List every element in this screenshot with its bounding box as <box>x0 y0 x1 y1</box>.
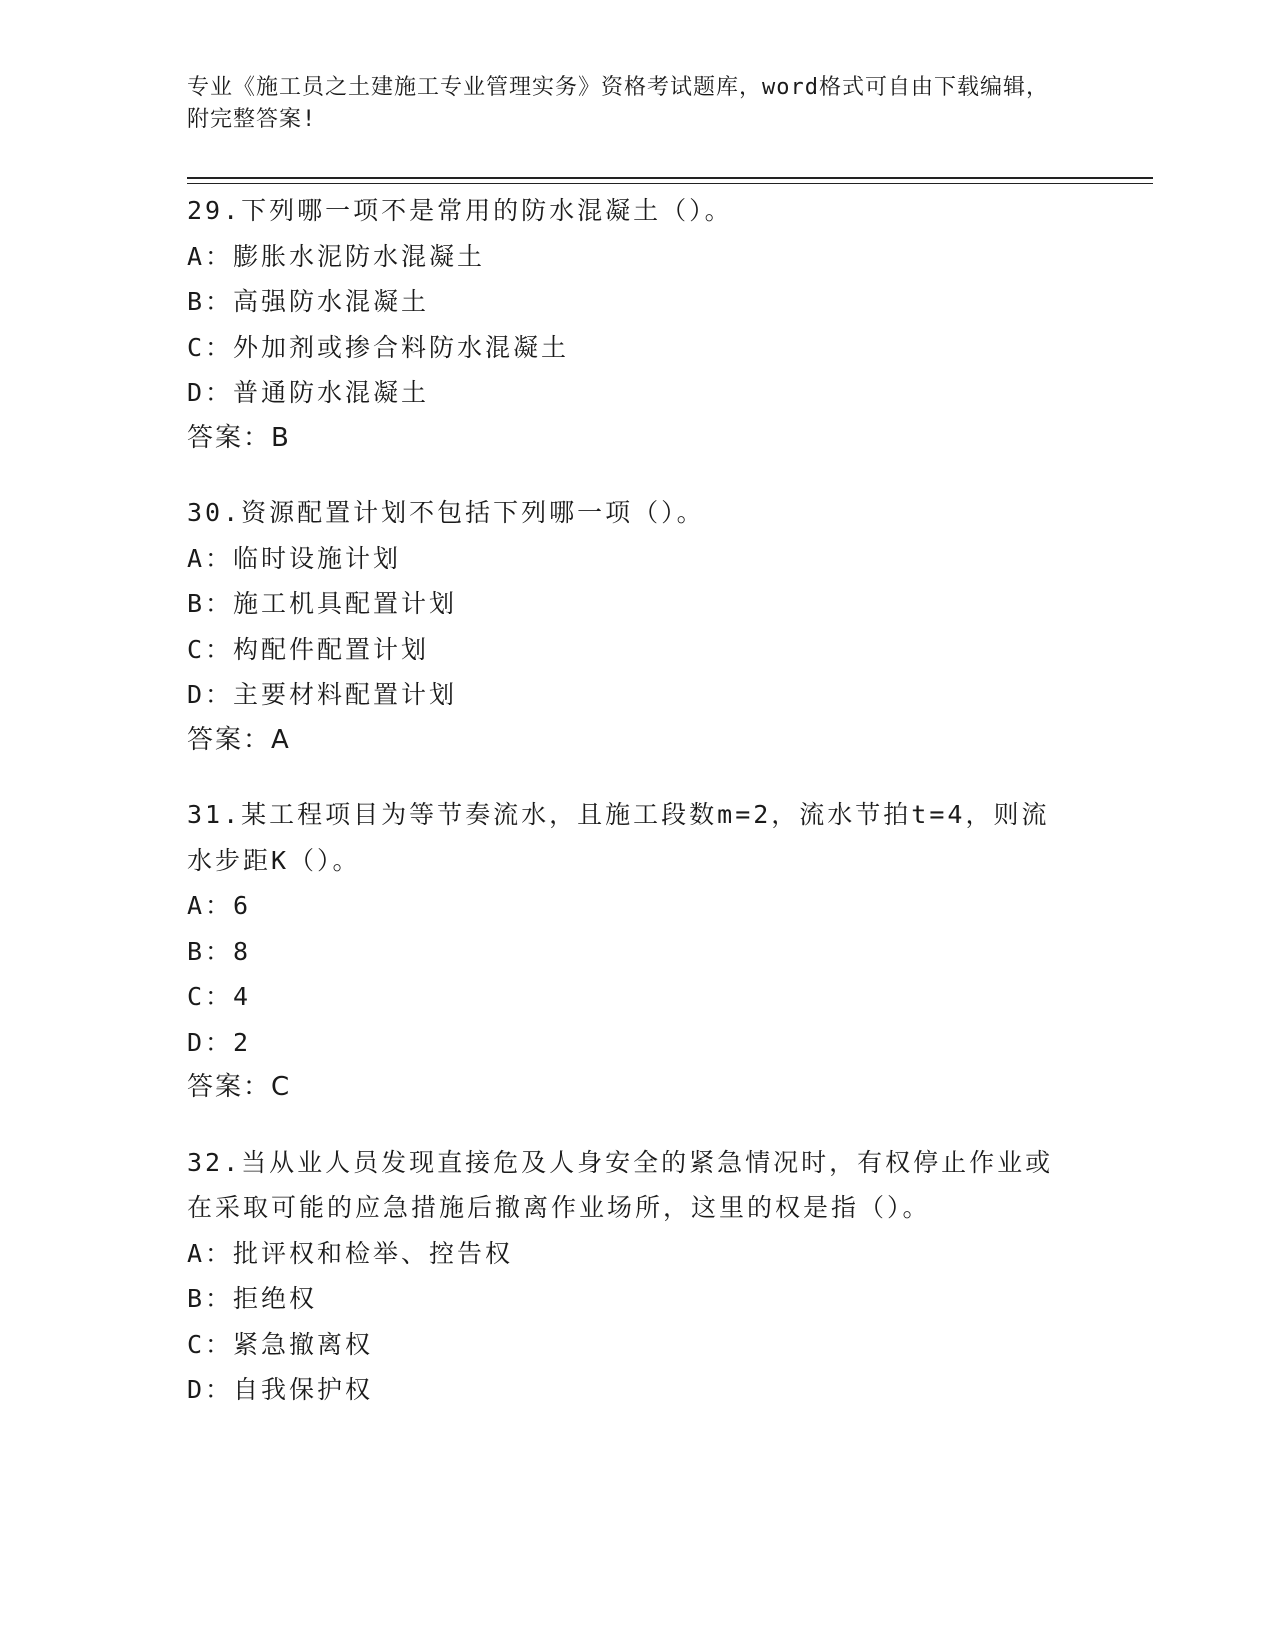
header-divider-thick <box>187 177 1153 179</box>
question-text: 31.某工程项目为等节奏流水，且施工段数m=2，流水节拍t=4，则流水步距K（）。 <box>187 800 1050 875</box>
answer: 答案：A <box>187 724 291 755</box>
option-a: A：临时设施计划 <box>187 543 402 573</box>
option-b: B：高强防水混凝土 <box>187 287 430 316</box>
option-c: C：构配件配置计划 <box>187 634 430 664</box>
option-c: C：紧急撤离权 <box>187 1329 374 1359</box>
question-text: 29.下列哪一项不是常用的防水混凝土（）。 <box>187 196 733 225</box>
option-a: A：6 <box>187 891 252 920</box>
option-d: D：主要材料配置计划 <box>187 680 458 709</box>
option-c: C：外加剂或掺合料防水混凝土 <box>187 332 570 362</box>
option-c: C：4 <box>187 982 252 1011</box>
question-list <box>187 188 1067 1442</box>
header-title: 专业《施工员之土建施工专业管理实务》资格考试题库，word格式可自由下载编辑，附完整答案! <box>187 75 1049 132</box>
question-32 <box>187 1140 1067 1413</box>
answer: 答案：B <box>187 422 291 453</box>
header-divider-thin <box>187 183 1153 184</box>
document-header <box>187 72 1067 136</box>
option-d: D：2 <box>187 1027 252 1057</box>
option-a: A：批评权和检举、控告权 <box>187 1238 514 1268</box>
question-29 <box>187 188 1067 461</box>
question-31 <box>187 792 1067 1111</box>
question-30 <box>187 490 1067 763</box>
option-d: D：普通防水混凝土 <box>187 378 430 407</box>
option-b: B：8 <box>187 936 252 966</box>
option-b: B：拒绝权 <box>187 1284 318 1313</box>
answer: 答案：C <box>187 1072 292 1102</box>
option-a: A：膨胀水泥防水混凝土 <box>187 241 486 271</box>
option-b: B：施工机具配置计划 <box>187 589 458 618</box>
question-text: 30.资源配置计划不包括下列哪一项（）。 <box>187 498 705 527</box>
option-d: D：自我保护权 <box>187 1375 374 1404</box>
question-text: 32.当从业人员发现直接危及人身安全的紧急情况时，有权停止作业或在采取可能的应急措施后撤离作业场所，这里的权是指（）。 <box>187 1147 1054 1222</box>
